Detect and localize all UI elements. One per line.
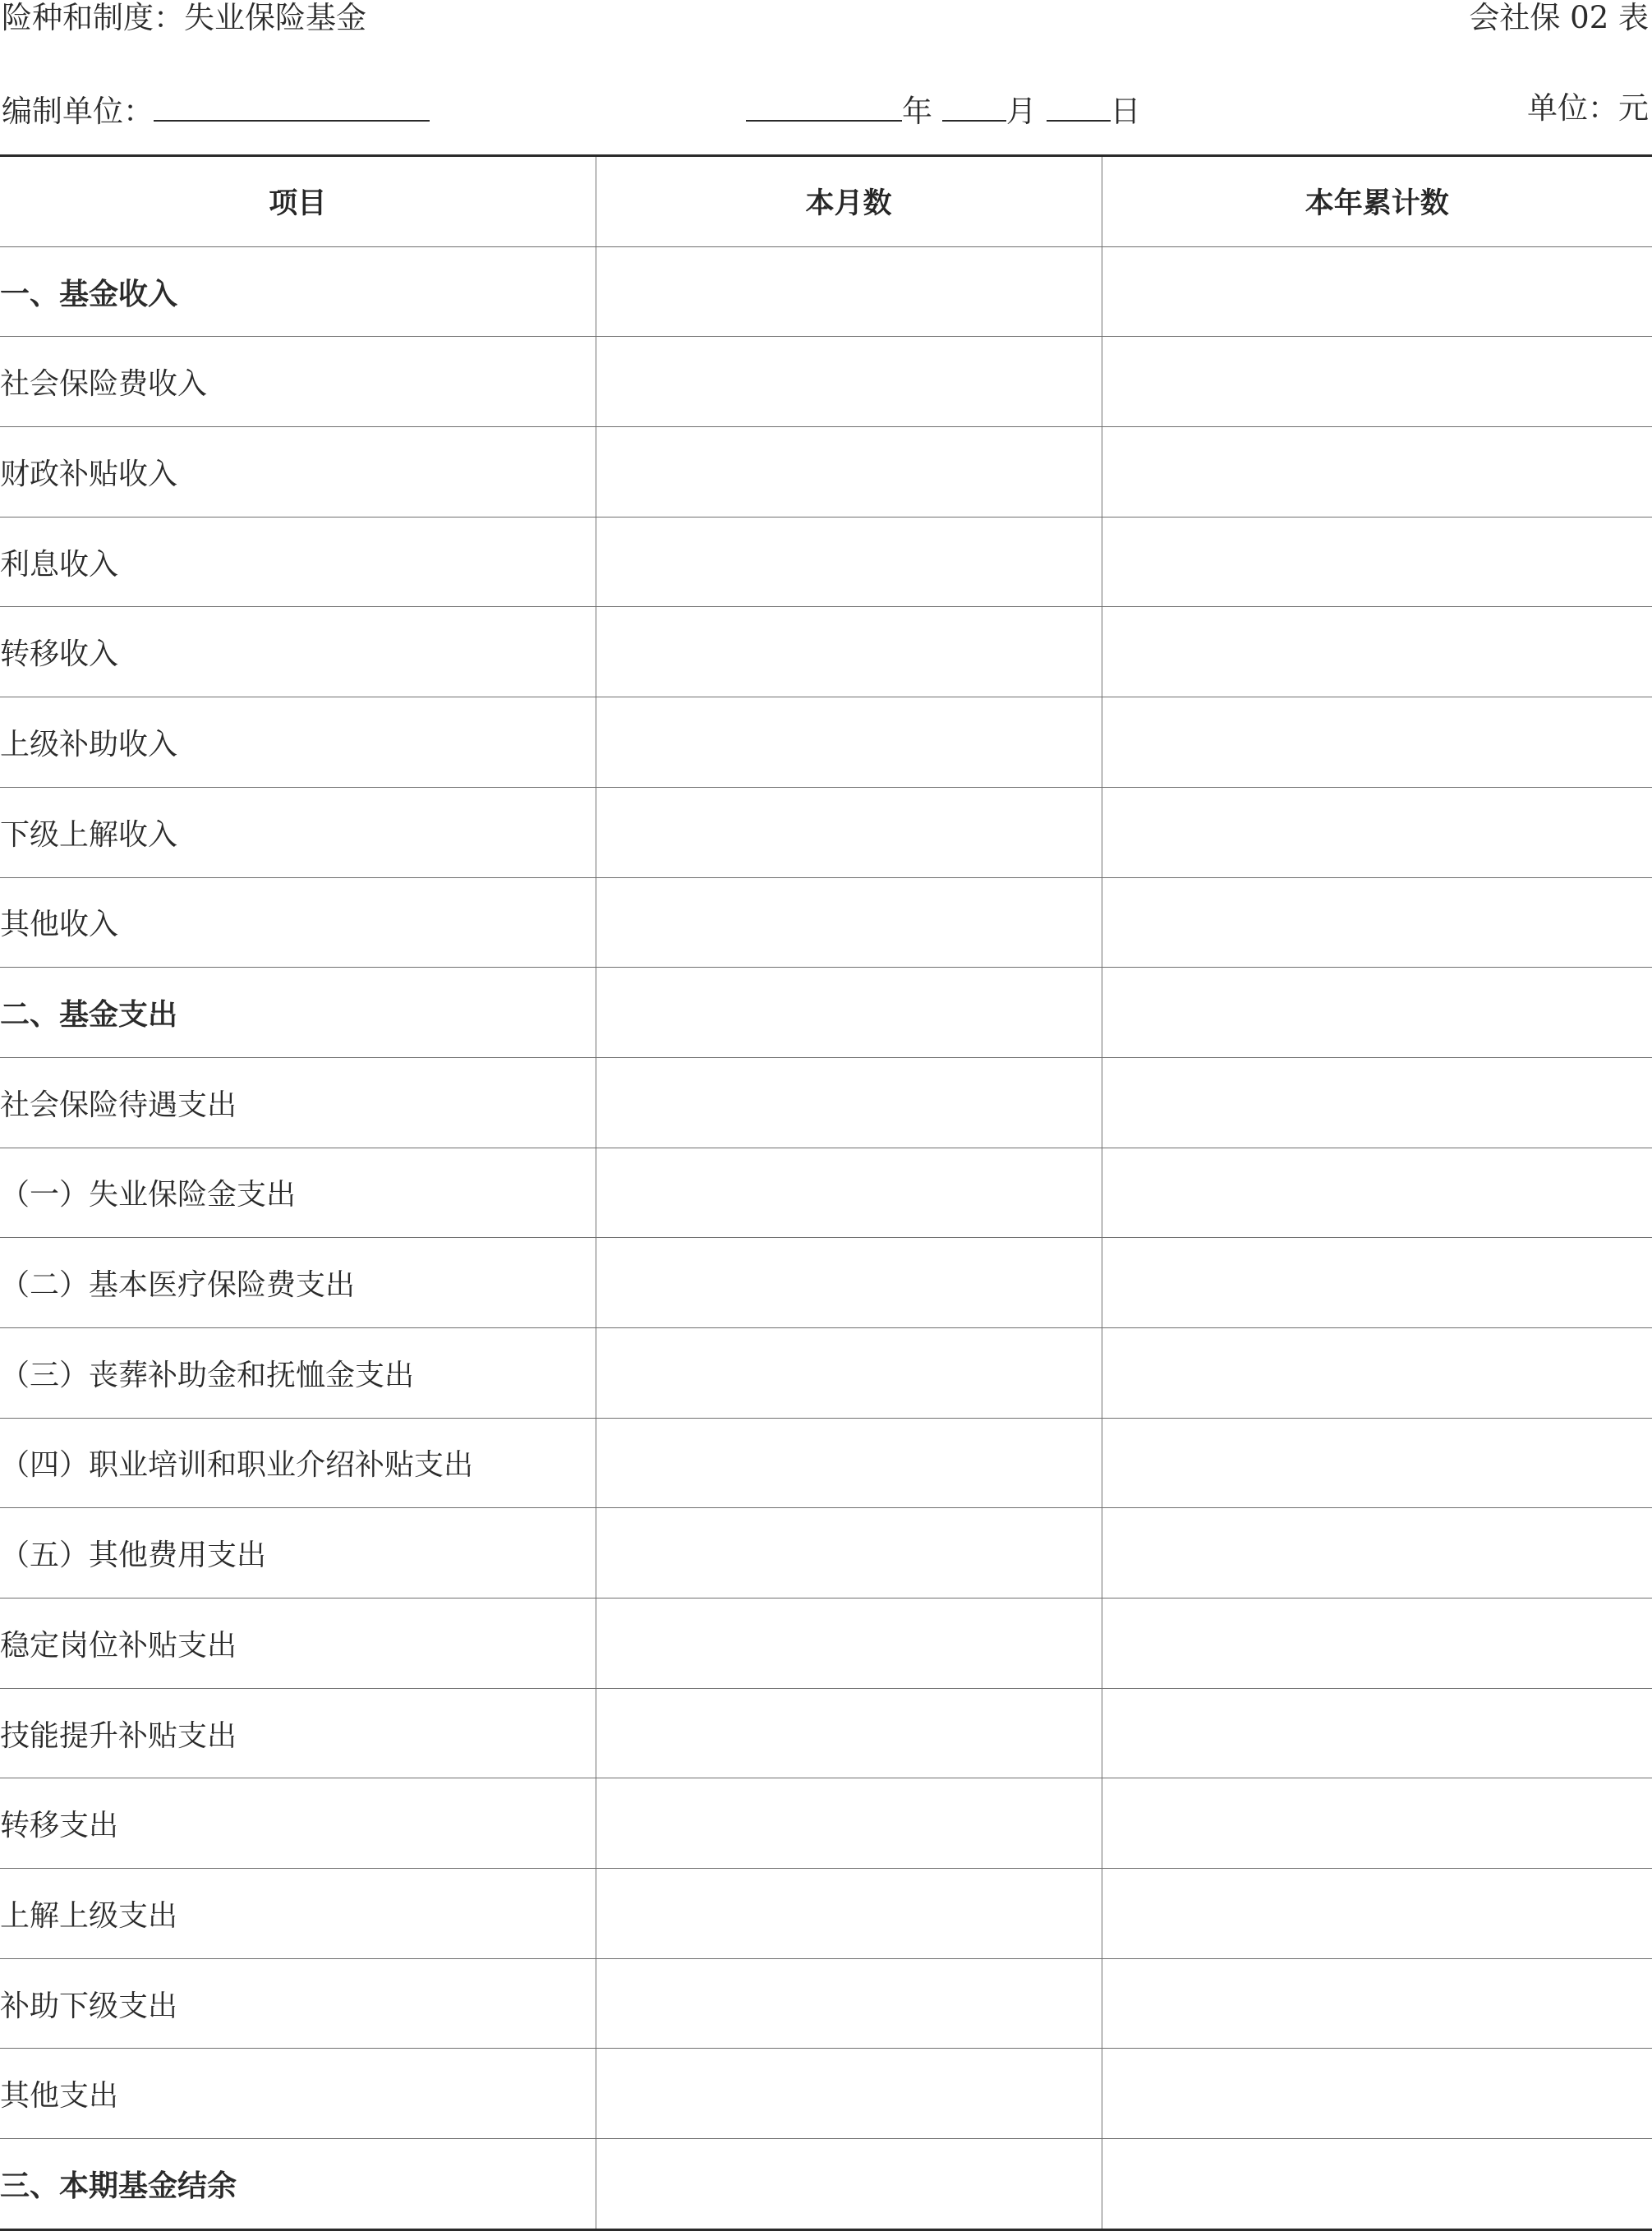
table-header-row	[0, 157, 1652, 246]
report-date	[746, 92, 1141, 128]
year-to-date-cell[interactable]	[1102, 517, 1652, 607]
year-to-date-cell[interactable]	[1102, 1598, 1652, 1689]
this-month-cell[interactable]	[596, 607, 1102, 697]
row-label: 补助下级支出	[0, 1958, 596, 2049]
this-month-cell[interactable]	[596, 1057, 1102, 1148]
table-row	[0, 1057, 1652, 1148]
this-month-cell[interactable]	[596, 968, 1102, 1058]
month-field[interactable]	[942, 92, 1006, 122]
year-to-date-cell[interactable]	[1102, 1418, 1652, 1508]
table-row	[0, 697, 1652, 788]
year-field[interactable]	[746, 92, 902, 122]
year-to-date-cell[interactable]	[1102, 1057, 1652, 1148]
row-label: 转移收入	[0, 607, 596, 697]
year-to-date-cell[interactable]	[1102, 1148, 1652, 1238]
table-row	[0, 877, 1652, 968]
row-label: 二、基金支出	[0, 968, 596, 1058]
row-label: 稳定岗位补贴支出	[0, 1598, 596, 1689]
compiling-unit-field[interactable]	[154, 92, 430, 122]
row-label: 其他收入	[0, 877, 596, 968]
form-code: 会社保 02 表	[1469, 0, 1649, 35]
row-label: 利息收入	[0, 517, 596, 607]
this-month-cell[interactable]	[596, 246, 1102, 337]
table-row	[0, 968, 1652, 1058]
this-month-cell[interactable]	[596, 2049, 1102, 2139]
table-row	[0, 246, 1652, 337]
table-row	[0, 1508, 1652, 1598]
year-to-date-cell[interactable]	[1102, 1238, 1652, 1328]
year-to-date-cell[interactable]	[1102, 1688, 1652, 1778]
year-to-date-cell[interactable]	[1102, 337, 1652, 427]
table-row	[0, 1778, 1652, 1869]
row-label: 三、本期基金结余	[0, 2139, 596, 2230]
this-month-cell[interactable]	[596, 787, 1102, 877]
row-label: 社会保险待遇支出	[0, 1057, 596, 1148]
year-to-date-cell[interactable]	[1102, 246, 1652, 337]
table-row	[0, 517, 1652, 607]
currency-unit: 单位：元	[1527, 90, 1649, 126]
year-to-date-cell[interactable]	[1102, 2139, 1652, 2230]
column-header-item: 项目	[0, 157, 596, 246]
year-label: 年	[902, 94, 932, 129]
row-label: 财政补贴收入	[0, 427, 596, 518]
year-to-date-cell[interactable]	[1102, 877, 1652, 968]
table-row	[0, 337, 1652, 427]
row-label: 其他支出	[0, 2049, 596, 2139]
table-row	[0, 607, 1652, 697]
table-row	[0, 2049, 1652, 2139]
table-row	[0, 2139, 1652, 2230]
row-label: （三）丧葬补助金和抚恤金支出	[0, 1327, 596, 1418]
row-label: 上解上级支出	[0, 1869, 596, 1959]
year-to-date-cell[interactable]	[1102, 607, 1652, 697]
row-label: 社会保险费收入	[0, 337, 596, 427]
year-to-date-cell[interactable]	[1102, 1327, 1652, 1418]
table-row	[0, 1869, 1652, 1959]
year-to-date-cell[interactable]	[1102, 968, 1652, 1058]
year-to-date-cell[interactable]	[1102, 2049, 1652, 2139]
this-month-cell[interactable]	[596, 517, 1102, 607]
this-month-cell[interactable]	[596, 1869, 1102, 1959]
year-to-date-cell[interactable]	[1102, 1869, 1652, 1959]
column-header-this-month: 本月数	[596, 157, 1102, 246]
row-label: （一）失业保险金支出	[0, 1148, 596, 1238]
this-month-cell[interactable]	[596, 427, 1102, 518]
year-to-date-cell[interactable]	[1102, 1958, 1652, 2049]
this-month-cell[interactable]	[596, 1778, 1102, 1869]
this-month-cell[interactable]	[596, 1327, 1102, 1418]
row-label: （二）基本医疗保险费支出	[0, 1238, 596, 1328]
column-header-year-to-date: 本年累计数	[1102, 157, 1652, 246]
year-to-date-cell[interactable]	[1102, 787, 1652, 877]
compiling-unit	[2, 92, 430, 128]
row-label: 转移支出	[0, 1778, 596, 1869]
row-label: （四）职业培训和职业介绍补贴支出	[0, 1418, 596, 1508]
this-month-cell[interactable]	[596, 1688, 1102, 1778]
this-month-cell[interactable]	[596, 1598, 1102, 1689]
this-month-cell[interactable]	[596, 1958, 1102, 2049]
year-to-date-cell[interactable]	[1102, 697, 1652, 788]
day-field[interactable]	[1047, 92, 1111, 122]
table-row	[0, 1327, 1652, 1418]
this-month-cell[interactable]	[596, 1508, 1102, 1598]
day-label: 日	[1110, 94, 1141, 129]
row-label: 上级补助收入	[0, 697, 596, 788]
this-month-cell[interactable]	[596, 2139, 1102, 2230]
this-month-cell[interactable]	[596, 337, 1102, 427]
table-body	[0, 246, 1652, 2229]
row-label: 下级上解收入	[0, 787, 596, 877]
this-month-cell[interactable]	[596, 697, 1102, 788]
row-label: （五）其他费用支出	[0, 1508, 596, 1598]
compiling-unit-label: 编制单位：	[2, 94, 154, 129]
year-to-date-cell[interactable]	[1102, 1508, 1652, 1598]
table-row	[0, 1238, 1652, 1328]
insurance-system-label: 险种和制度：失业保险基金	[2, 0, 366, 35]
table-row	[0, 787, 1652, 877]
month-label: 月	[1005, 94, 1037, 129]
fund-income-expenditure-table	[0, 157, 1652, 2231]
table-row	[0, 1148, 1652, 1238]
table-row	[0, 1688, 1652, 1778]
table-row	[0, 1598, 1652, 1689]
row-label: 技能提升补贴支出	[0, 1688, 596, 1778]
this-month-cell[interactable]	[596, 1238, 1102, 1328]
year-to-date-cell[interactable]	[1102, 1778, 1652, 1869]
table-row	[0, 1418, 1652, 1508]
this-month-cell[interactable]	[596, 1418, 1102, 1508]
table-row	[0, 427, 1652, 518]
this-month-cell[interactable]	[596, 877, 1102, 968]
this-month-cell[interactable]	[596, 1148, 1102, 1238]
table-row	[0, 1958, 1652, 2049]
year-to-date-cell[interactable]	[1102, 427, 1652, 518]
row-label: 一、基金收入	[0, 246, 596, 337]
